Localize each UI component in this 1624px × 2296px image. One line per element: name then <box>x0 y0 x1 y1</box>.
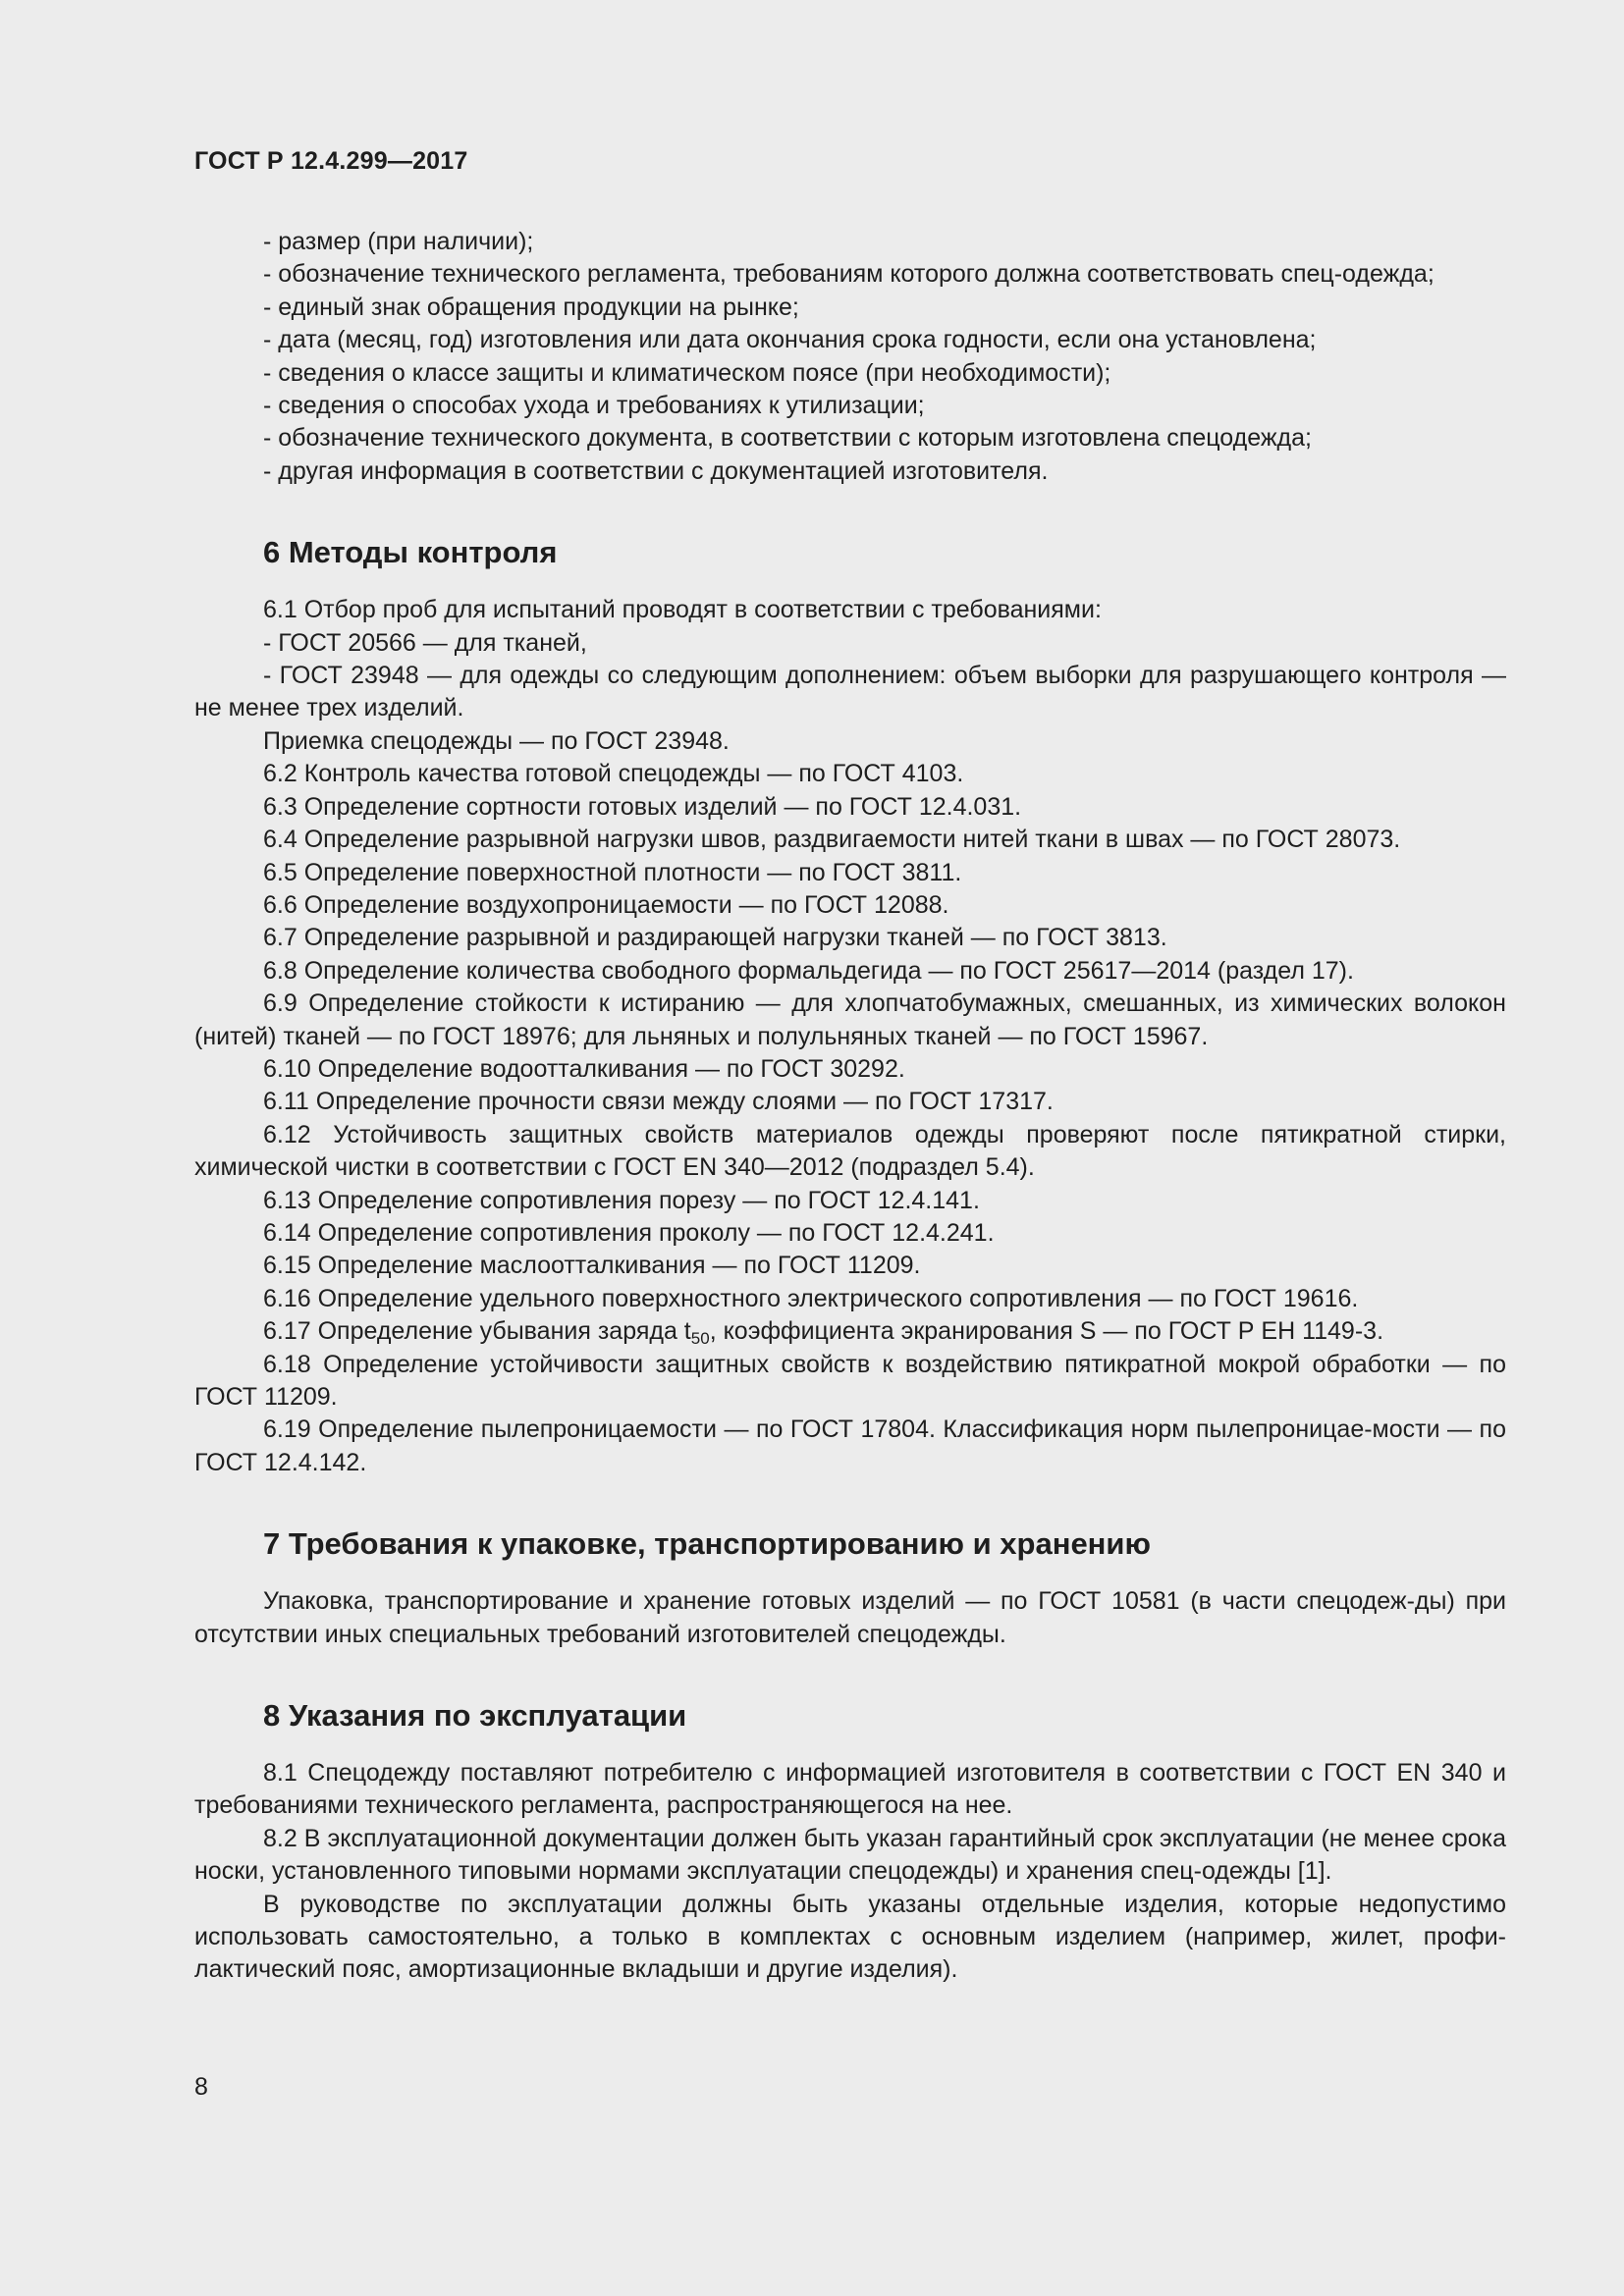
paragraph-text: , коэффициента экранирования S — по ГОСТ Р ЕН 1149-3. <box>709 1317 1384 1346</box>
list-item: - дата (месяц, год) изготовления или дата окончания срока годности, если она установлена; <box>263 326 1317 354</box>
paragraph: 6.11 Определение прочности связи между слоями — по ГОСТ 17317. <box>263 1088 1054 1116</box>
paragraph: 6.15 Определение маслоотталкивания — по ГОСТ 11209. <box>263 1252 921 1280</box>
list-item: - другая информация в соответствии с документацией изготовителя. <box>263 456 1049 485</box>
paragraph: 8.2 В эксплуатационной документации должен быть указан гарантийный срок эксплуатации (не менее срока носки, установленного типовыми нормами эксплуатации спецодежды) и хранения спец-одежды [1]. <box>194 1824 1506 1886</box>
list-item: - сведения о классе защиты и климатическом поясе (при необходимости); <box>263 358 1111 387</box>
paragraph: 6.13 Определение сопротивления порезу — по ГОСТ 12.4.141. <box>263 1186 980 1214</box>
paragraph-text: 6.17 Определение убывания заряда t <box>263 1317 691 1346</box>
paragraph: 6.5 Определение поверхностной плотности — по ГОСТ 3811. <box>263 858 962 886</box>
running-header: ГОСТ Р 12.4.299—2017 <box>194 147 468 175</box>
section-6-heading: 6 Методы контроля <box>263 535 558 570</box>
paragraph: 6.6 Определение воздухопроницаемости — по ГОСТ 12088. <box>263 890 949 919</box>
paragraph: 6.12 Устойчивость защитных свойств материалов одежды проверяют после пятикратной стирки, химической чистки в соответствии с ГОСТ EN 340—2012 (подраздел 5.4). <box>194 1120 1506 1182</box>
paragraph: 6.2 Контроль качества готовой спецодежды — по ГОСТ 4103. <box>263 760 964 788</box>
paragraph: - ГОСТ 23948 — для одежды со следующим дополнением: объем выборки для разрушающего контроля — не менее трех изделий. <box>194 662 1506 722</box>
paragraph: 8.1 Спецодежду поставляют потребителю с информацией изготовителя в соответствии с ГОСТ EN 340 и требованиями технического регламента, распространяющегося на нее. <box>194 1759 1506 1820</box>
paragraph <box>194 1315 1506 1348</box>
paragraph: В руководстве по эксплуатации должны быть указаны отдельные изделия, которые недопустимо использовать самостоятельно, а только в комплектах с основным изделием (например, жилет, профи-лактический пояс, амортизационные вкладыши и другие изделия). <box>194 1890 1506 1984</box>
paragraph: 6.1 Отбор проб для испытаний проводят в соответствии с требованиями: <box>263 596 1102 624</box>
paragraph: 6.8 Определение количества свободного формальдегида — по ГОСТ 25617—2014 (раздел 17). <box>263 956 1354 985</box>
marking-list <box>194 226 1506 488</box>
section-6-body <box>194 594 1506 1479</box>
paragraph: 6.14 Определение сопротивления проколу — по ГОСТ 12.4.241. <box>263 1218 995 1247</box>
list-item: - сведения о способах ухода и требованиях к утилизации; <box>263 392 925 420</box>
page-number: 8 <box>194 2073 208 2101</box>
list-item: - размер (при наличии); <box>263 228 534 255</box>
paragraph: Приемка спецодежды — по ГОСТ 23948. <box>263 726 730 755</box>
paragraph: Упаковка, транспортирование и хранение готовых изделий — по ГОСТ 10581 (в части спецодеж-ды) при отсутствии иных специальных требований изготовителей спецодежды. <box>194 1587 1506 1648</box>
list-item: - обозначение технического документа, в соответствии с которым изготовлена спецодежда; <box>263 424 1312 453</box>
paragraph: 6.19 Определение пылепроницаемости — по ГОСТ 17804. Классификация норм пылепроницае-мости — по ГОСТ 12.4.142. <box>194 1415 1506 1476</box>
section-8-body <box>194 1757 1506 1987</box>
paragraph: 6.9 Определение стойкости к истиранию — для хлопчатобумажных, смешанных, из химических волокон (нитей) тканей — по ГОСТ 18976; для льняных и полульняных тканей — по ГОСТ 15967. <box>194 989 1506 1050</box>
paragraph: 6.3 Определение сортности готовых изделий — по ГОСТ 12.4.031. <box>263 792 1022 821</box>
paragraph: 6.10 Определение водоотталкивания — по ГОСТ 30292. <box>263 1054 905 1083</box>
list-item: - обозначение технического регламента, требованиям которого должна соответствовать спец-одежда; <box>263 260 1435 289</box>
section-8-heading: 8 Указания по эксплуатации <box>263 1698 687 1734</box>
section-7-body <box>194 1585 1506 1651</box>
paragraph: 6.16 Определение удельного поверхностного электрического сопротивления — по ГОСТ 19616. <box>263 1284 1359 1312</box>
subscript: 50 <box>690 1329 710 1349</box>
paragraph: - ГОСТ 20566 — для тканей, <box>263 628 587 657</box>
paragraph: 6.4 Определение разрывной нагрузки швов, раздвигаемости нитей ткани в швах — по ГОСТ 28073. <box>263 826 1401 854</box>
paragraph: 6.7 Определение разрывной и раздирающей нагрузки тканей — по ГОСТ 3813. <box>263 924 1167 952</box>
page-content <box>194 226 1506 1987</box>
section-7-heading: 7 Требования к упаковке, транспортированию и хранению <box>263 1526 1151 1562</box>
list-item: - единый знак обращения продукции на рынке; <box>263 293 799 321</box>
paragraph: 6.18 Определение устойчивости защитных свойств к воздействию пятикратной мокрой обработки — по ГОСТ 11209. <box>194 1350 1506 1411</box>
